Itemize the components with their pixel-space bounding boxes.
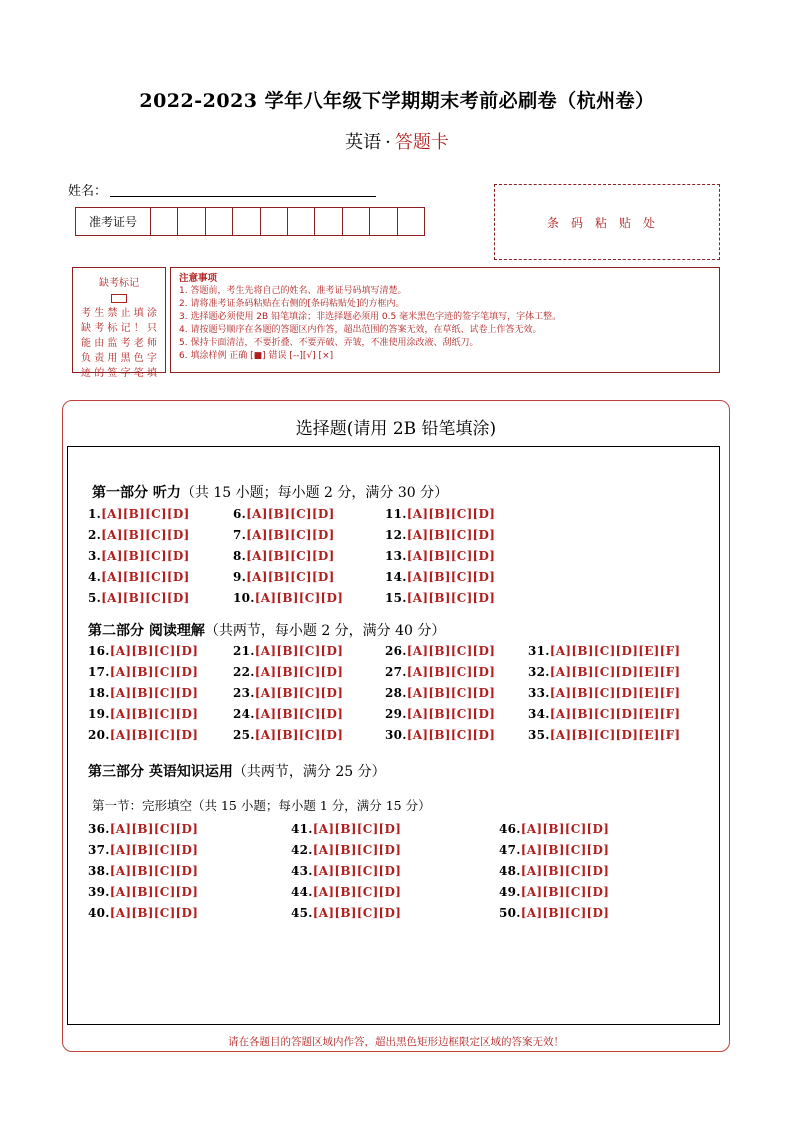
absent-line: 缺考标记！只 <box>81 323 157 334</box>
absent-line: 考生禁止填涂 <box>81 308 157 319</box>
question-number: 11. <box>385 507 407 521</box>
notes-box <box>170 267 720 373</box>
barcode-area: 条码粘贴处 <box>494 184 720 260</box>
note-item: 3. 选择题必须使用 2B 铅笔填涂；非选择题必须用 0.5 毫米黑色字迹的签字笔填写，字体工整。 <box>179 312 562 322</box>
question-number: 31. <box>528 644 550 658</box>
exam-id-cell[interactable] <box>178 208 205 235</box>
question-row[interactable] <box>385 549 495 563</box>
answer-options[interactable]: [A][B][C][D] <box>406 507 496 521</box>
question-number: 28. <box>385 686 407 700</box>
page-subtitle <box>0 128 794 154</box>
part3-title: 第三部分 英语知识运用 <box>88 764 233 780</box>
question-number: 5. <box>88 591 102 605</box>
answer-options[interactable]: [A][B][C][D] <box>406 528 496 542</box>
answer-options[interactable]: [A][B][C][D] <box>406 665 496 679</box>
answer-options[interactable]: [A][B][C][D] <box>406 570 496 584</box>
question-row[interactable] <box>88 864 198 878</box>
question-row[interactable] <box>499 906 609 920</box>
part3-desc: （共两节，满分 25 分） <box>232 764 386 780</box>
part3-section1-title: 第一节：完形填空（共 15 小题；每小题 1 分，满分 15 分） <box>92 798 431 813</box>
answer-options[interactable]: [A][B][C][D] <box>101 570 190 584</box>
question-row[interactable] <box>233 570 335 584</box>
answer-options[interactable]: [A][B][C][D] <box>520 906 610 920</box>
answer-options[interactable]: [A][B][C][D] <box>254 591 344 605</box>
answer-options[interactable]: [A][B][C][D] <box>246 528 335 542</box>
question-number: 1. <box>88 507 102 521</box>
notes-title: 注意事项 <box>179 273 218 284</box>
question-row[interactable] <box>528 644 680 658</box>
answer-options[interactable]: [A][B][C][D] <box>312 843 402 857</box>
question-number: 25. <box>233 728 255 742</box>
question-number: 46. <box>499 822 521 836</box>
answer-options[interactable]: [A][B][C][D] <box>312 864 402 878</box>
part2-title: 第二部分 阅读理解 <box>88 623 205 639</box>
answer-options[interactable]: [A][B][C][D] <box>246 570 335 584</box>
name-label: 姓名： <box>68 184 108 199</box>
separator: · <box>385 132 391 153</box>
answer-options[interactable]: [A][B][C][D] <box>520 843 610 857</box>
question-number: 10. <box>233 591 255 605</box>
exam-id-cell[interactable] <box>233 208 260 235</box>
question-row[interactable] <box>233 528 335 542</box>
question-number: 21. <box>233 644 255 658</box>
question-number: 47. <box>499 843 521 857</box>
question-row[interactable] <box>88 528 190 542</box>
question-row[interactable] <box>528 728 680 742</box>
answer-options[interactable]: [A][B][C][D] <box>406 549 496 563</box>
question-number: 40. <box>88 906 110 920</box>
part1-heading <box>92 482 448 502</box>
question-number: 19. <box>88 707 110 721</box>
question-row[interactable] <box>499 864 609 878</box>
note-item: 2. 请将准考证条码粘贴在右侧的[条码粘贴处]的方框内。 <box>179 299 405 309</box>
note-item: 6. 填涂样例 正确 [■] 错误 [--][√] [×] <box>179 351 334 361</box>
exam-id-cell[interactable] <box>206 208 233 235</box>
question-row[interactable] <box>291 885 401 899</box>
part1-title: 第一部分 听力 <box>92 485 181 501</box>
question-row[interactable] <box>528 686 680 700</box>
answer-options[interactable]: [A][B][C][D] <box>101 549 190 563</box>
question-number: 14. <box>385 570 407 584</box>
absent-line: 能由监考老师 <box>81 338 157 349</box>
exam-id-cell[interactable] <box>261 208 288 235</box>
answer-options[interactable]: [A][B][C][D] <box>109 864 199 878</box>
exam-id-grid <box>75 207 425 236</box>
subject-label: 英语 <box>345 132 382 153</box>
question-number: 16. <box>88 644 110 658</box>
question-number: 23. <box>233 686 255 700</box>
question-row[interactable] <box>88 843 198 857</box>
answer-options[interactable]: [A][B][C][D] <box>254 707 344 721</box>
answer-options[interactable]: [A][B][C][D] <box>101 528 190 542</box>
question-row[interactable] <box>233 665 343 679</box>
question-number: 35. <box>528 728 550 742</box>
question-number: 27. <box>385 665 407 679</box>
question-row[interactable] <box>88 570 190 584</box>
exam-id-cell[interactable] <box>315 208 342 235</box>
answer-options[interactable]: [A][B][C][D] <box>520 864 610 878</box>
answer-options[interactable]: [A][B][C][D] <box>254 644 344 658</box>
question-number: 42. <box>291 843 313 857</box>
question-row[interactable] <box>291 843 401 857</box>
answer-options[interactable]: [A][B][C][D] <box>406 644 496 658</box>
answer-options[interactable]: [A][B][C][D][E][F] <box>549 665 681 679</box>
answer-options[interactable]: [A][B][C][D] <box>312 885 402 899</box>
question-row[interactable] <box>291 906 401 920</box>
answer-options[interactable]: [A][B][C][D] <box>109 686 199 700</box>
question-number: 4. <box>88 570 102 584</box>
question-row[interactable] <box>88 728 198 742</box>
page-title: 2022-2023 学年八年级下学期期末考前必刷卷（杭州卷） <box>139 90 655 112</box>
question-row[interactable] <box>233 549 335 563</box>
question-row[interactable] <box>499 843 609 857</box>
question-row[interactable] <box>88 665 198 679</box>
question-number: 33. <box>528 686 550 700</box>
question-row[interactable] <box>499 822 609 836</box>
question-row[interactable] <box>385 570 495 584</box>
exam-id-cell[interactable] <box>288 208 315 235</box>
answer-options[interactable]: [A][B][C][D] <box>254 728 344 742</box>
part3-heading <box>88 761 386 781</box>
answer-options[interactable]: [A][B][C][D] <box>109 885 199 899</box>
answer-options[interactable]: [A][B][C][D] <box>109 843 199 857</box>
answer-options[interactable]: [A][B][C][D] <box>101 507 190 521</box>
answer-options[interactable]: [A][B][C][D][E][F] <box>549 686 681 700</box>
absent-line: 迹的签字笔填 <box>81 368 157 379</box>
answer-options[interactable]: [A][B][C][D] <box>109 906 199 920</box>
answer-options[interactable]: [A][B][C][D] <box>406 728 496 742</box>
question-number: 20. <box>88 728 110 742</box>
question-row[interactable] <box>385 707 495 721</box>
card-label: 答题卡 <box>394 132 449 153</box>
question-row[interactable] <box>385 728 495 742</box>
question-number: 38. <box>88 864 110 878</box>
question-row[interactable] <box>88 644 198 658</box>
question-number: 50. <box>499 906 521 920</box>
answer-options[interactable]: [A][B][C][D] <box>406 591 496 605</box>
note-item: 4. 请按题号顺序在各题的答题区内作答，超出范围的答案无效，在草纸、试卷上作答无效。 <box>179 325 542 335</box>
question-number: 26. <box>385 644 407 658</box>
question-row[interactable] <box>88 822 198 836</box>
question-number: 44. <box>291 885 313 899</box>
question-number: 29. <box>385 707 407 721</box>
exam-id-cell[interactable] <box>370 208 397 235</box>
question-number: 39. <box>88 885 110 899</box>
answer-options[interactable]: [A][B][C][D] <box>254 686 344 700</box>
question-number: 6. <box>233 507 247 521</box>
answer-options[interactable]: [A][B][C][D] <box>254 665 344 679</box>
question-row[interactable] <box>233 728 343 742</box>
absent-title: 缺考标记 <box>99 278 139 289</box>
question-number: 43. <box>291 864 313 878</box>
question-row[interactable] <box>528 665 680 679</box>
question-number: 18. <box>88 686 110 700</box>
question-number: 49. <box>499 885 521 899</box>
part2-heading <box>88 620 445 640</box>
question-row[interactable] <box>88 707 198 721</box>
answer-options[interactable]: [A][B][C][D] <box>406 686 496 700</box>
answer-options[interactable]: [A][B][C][D] <box>246 549 335 563</box>
question-number: 30. <box>385 728 407 742</box>
answer-options[interactable]: [A][B][C][D][E][F] <box>549 644 681 658</box>
question-row[interactable] <box>499 885 609 899</box>
question-number: 17. <box>88 665 110 679</box>
question-row[interactable] <box>88 549 190 563</box>
note-item: 5. 保持卡面清洁，不要折叠、不要弄破、弄皱，不准使用涂改液、刮纸刀。 <box>179 338 479 348</box>
answer-options[interactable]: [A][B][C][D] <box>109 728 199 742</box>
question-number: 3. <box>88 549 102 563</box>
question-row[interactable] <box>233 686 343 700</box>
question-number: 2. <box>88 528 102 542</box>
exam-id-cell[interactable] <box>398 208 424 235</box>
answer-options[interactable]: [A][B][C][D] <box>109 644 199 658</box>
answer-options[interactable]: [A][B][C][D] <box>406 707 496 721</box>
footer-note: 请在各题目的答题区域内作答，超出黑色矩形边框限定区域的答案无效！ <box>228 1036 564 1048</box>
question-row[interactable] <box>385 665 495 679</box>
question-row[interactable] <box>528 707 680 721</box>
question-number: 15. <box>385 591 407 605</box>
question-row[interactable] <box>233 707 343 721</box>
question-row[interactable] <box>88 906 198 920</box>
question-row[interactable] <box>291 822 401 836</box>
question-number: 9. <box>233 570 247 584</box>
answer-options[interactable]: [A][B][C][D] <box>109 822 199 836</box>
question-number: 45. <box>291 906 313 920</box>
answer-options[interactable]: [A][B][C][D][E][F] <box>549 707 681 721</box>
question-number: 36. <box>88 822 110 836</box>
question-row[interactable] <box>233 507 335 521</box>
answer-options[interactable]: [A][B][C][D] <box>101 591 190 605</box>
answer-options[interactable]: [A][B][C][D][E][F] <box>549 728 681 742</box>
question-row[interactable] <box>291 864 401 878</box>
answer-options[interactable]: [A][B][C][D] <box>109 665 199 679</box>
name-field[interactable] <box>110 196 376 197</box>
question-number: 24. <box>233 707 255 721</box>
question-number: 34. <box>528 707 550 721</box>
answer-options[interactable]: [A][B][C][D] <box>312 906 402 920</box>
question-row[interactable] <box>385 528 495 542</box>
question-row[interactable] <box>233 644 343 658</box>
question-number: 32. <box>528 665 550 679</box>
question-row[interactable] <box>88 686 198 700</box>
exam-id-cell[interactable] <box>151 208 178 235</box>
question-row[interactable] <box>233 591 343 605</box>
question-row[interactable] <box>385 591 495 605</box>
question-number: 22. <box>233 665 255 679</box>
absent-line: 负责用黑色字 <box>81 353 157 364</box>
exam-id-cell[interactable] <box>343 208 370 235</box>
absent-checkbox[interactable] <box>111 294 127 303</box>
note-item: 1. 答题前，考生先将自己的姓名、准考证号码填写清楚。 <box>179 286 407 296</box>
question-row[interactable] <box>88 591 190 605</box>
answer-options[interactable]: [A][B][C][D] <box>109 707 199 721</box>
question-row[interactable] <box>88 885 198 899</box>
answer-options[interactable]: [A][B][C][D] <box>520 822 610 836</box>
question-number: 7. <box>233 528 247 542</box>
absent-mark-box <box>72 267 166 379</box>
question-number: 37. <box>88 843 110 857</box>
exam-id-label: 准考证号 <box>76 208 151 235</box>
answer-options[interactable]: [A][B][C][D] <box>312 822 402 836</box>
question-row[interactable] <box>385 507 495 521</box>
choice-section-title: 选择题(请用 2B 铅笔填涂) <box>295 419 497 439</box>
question-row[interactable] <box>385 644 495 658</box>
part2-desc: （共两节，每小题 2 分，满分 40 分） <box>204 623 446 639</box>
answer-options[interactable]: [A][B][C][D] <box>246 507 335 521</box>
question-row[interactable] <box>385 686 495 700</box>
question-number: 48. <box>499 864 521 878</box>
question-number: 41. <box>291 822 313 836</box>
question-row[interactable] <box>88 507 190 521</box>
answer-options[interactable]: [A][B][C][D] <box>520 885 610 899</box>
question-number: 13. <box>385 549 407 563</box>
question-number: 12. <box>385 528 407 542</box>
part1-desc: （共 15 小题；每小题 2 分，满分 30 分） <box>180 485 449 501</box>
question-number: 8. <box>233 549 247 563</box>
